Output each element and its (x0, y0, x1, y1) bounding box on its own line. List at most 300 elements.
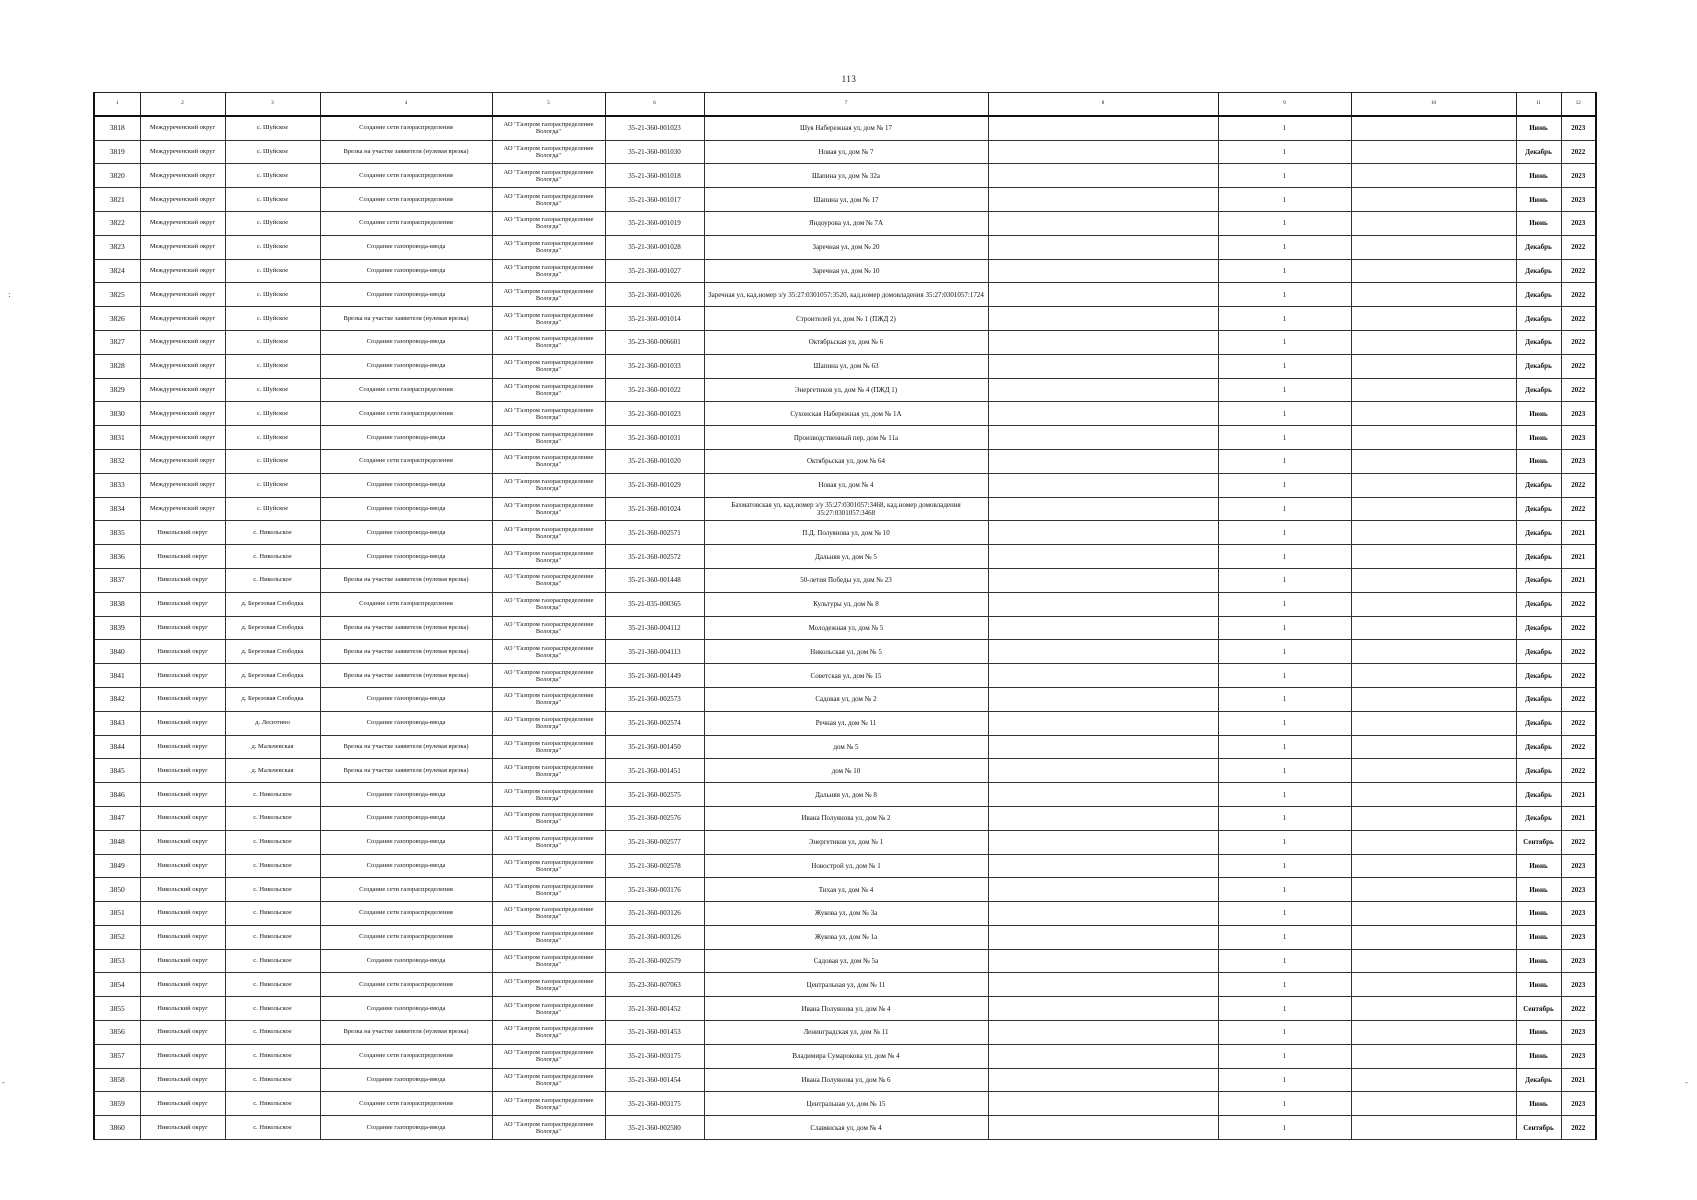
month-cell: Июнь (1516, 1021, 1561, 1045)
organization-cell: АО "Газпром газораспределение Вологда" (492, 1021, 605, 1045)
work-type-cell: Создание сети газораспределения (320, 378, 492, 402)
work-type-cell: Создание газопровода-ввода (320, 711, 492, 735)
month-cell: Июнь (1516, 164, 1561, 188)
year-cell: 2021 (1561, 1068, 1596, 1092)
month-cell: Декабрь (1516, 235, 1561, 259)
blank-cell-2 (1351, 949, 1516, 973)
blank-cell (988, 473, 1218, 497)
district-cell: Междуреченский округ (140, 211, 225, 235)
blank-cell-2 (1351, 116, 1516, 140)
district-cell: Междуреченский округ (140, 307, 225, 331)
object-code-cell: 35-21-360-002571 (605, 521, 704, 545)
row-number: 3824 (94, 259, 140, 283)
object-code-cell: 35-21-360-003175 (605, 1044, 704, 1068)
year-cell: 2023 (1561, 878, 1596, 902)
district-cell: Никольский округ (140, 664, 225, 688)
table-row (94, 640, 1596, 664)
table-row (94, 164, 1596, 188)
quantity-cell: 1 (1218, 259, 1351, 283)
row-number: 3821 (94, 188, 140, 212)
blank-cell (988, 616, 1218, 640)
quantity-cell: 1 (1218, 545, 1351, 569)
table-row (94, 830, 1596, 854)
blank-cell-2 (1351, 378, 1516, 402)
blank-cell (988, 854, 1218, 878)
address-cell: Ленинградская ул, дом № 11 (704, 1021, 988, 1045)
quantity-cell: 1 (1218, 592, 1351, 616)
organization-cell: АО "Газпром газораспределение Вологда" (492, 426, 605, 450)
row-number: 3860 (94, 1116, 140, 1140)
row-number: 3845 (94, 759, 140, 783)
blank-cell (988, 449, 1218, 473)
row-number: 3852 (94, 925, 140, 949)
blank-cell (988, 1021, 1218, 1045)
quantity-cell: 1 (1218, 116, 1351, 140)
quantity-cell: 1 (1218, 1116, 1351, 1140)
blank-cell-2 (1351, 211, 1516, 235)
work-type-cell: Создание сети газораспределения (320, 878, 492, 902)
quantity-cell: 1 (1218, 1092, 1351, 1116)
object-code-cell: 35-21-360-002576 (605, 806, 704, 830)
month-cell: Июнь (1516, 854, 1561, 878)
blank-cell (988, 997, 1218, 1021)
quantity-cell: 1 (1218, 140, 1351, 164)
work-type-cell: Создание сети газораспределения (320, 902, 492, 926)
work-type-cell: Врезка на участке заявителя (нулевая врезка) (320, 759, 492, 783)
address-cell: Культуры ул, дом № 8 (704, 592, 988, 616)
quantity-cell: 1 (1218, 568, 1351, 592)
quantity-cell: 1 (1218, 830, 1351, 854)
organization-cell: АО "Газпром газораспределение Вологда" (492, 402, 605, 426)
column-number-4: 4 (320, 93, 492, 117)
organization-cell: АО "Газпром газораспределение Вологда" (492, 1068, 605, 1092)
object-code-cell: 35-23-360-007063 (605, 973, 704, 997)
blank-cell-2 (1351, 616, 1516, 640)
blank-cell (988, 259, 1218, 283)
table-row (94, 188, 1596, 212)
address-cell: Речная ул, дом № 11 (704, 711, 988, 735)
month-cell: Декабрь (1516, 283, 1561, 307)
object-code-cell: 35-21-360-002572 (605, 545, 704, 569)
year-cell: 2022 (1561, 473, 1596, 497)
month-cell: Декабрь (1516, 616, 1561, 640)
blank-cell-2 (1351, 664, 1516, 688)
blank-cell (988, 783, 1218, 807)
year-cell: 2022 (1561, 354, 1596, 378)
row-number: 3839 (94, 616, 140, 640)
object-code-cell: 35-21-360-001026 (605, 283, 704, 307)
blank-cell (988, 545, 1218, 569)
year-cell: 2022 (1561, 997, 1596, 1021)
address-cell: Шапина ул, дом № 63 (704, 354, 988, 378)
row-number: 3851 (94, 902, 140, 926)
table-row (94, 426, 1596, 450)
work-type-cell: Создание газопровода-ввода (320, 949, 492, 973)
address-cell: Энергетиков ул, дом № 4 (ПЖД 1) (704, 378, 988, 402)
blank-cell (988, 830, 1218, 854)
column-number-6: 6 (605, 93, 704, 117)
object-code-cell: 35-21-360-001454 (605, 1068, 704, 1092)
settlement-cell: с. Никольское (225, 902, 320, 926)
district-cell: Никольский округ (140, 568, 225, 592)
blank-cell (988, 1116, 1218, 1140)
table-row (94, 402, 1596, 426)
settlement-cell: с. Шуйское (225, 164, 320, 188)
object-code-cell: 35-21-360-001451 (605, 759, 704, 783)
blank-cell-2 (1351, 1044, 1516, 1068)
object-code-cell: 35-21-360-001029 (605, 473, 704, 497)
object-code-cell: 35-21-360-003175 (605, 1092, 704, 1116)
organization-cell: АО "Газпром газораспределение Вологда" (492, 687, 605, 711)
year-cell: 2022 (1561, 259, 1596, 283)
year-cell: 2022 (1561, 1116, 1596, 1140)
blank-cell-2 (1351, 783, 1516, 807)
blank-cell (988, 116, 1218, 140)
quantity-cell: 1 (1218, 354, 1351, 378)
table-row (94, 973, 1596, 997)
month-cell: Июнь (1516, 949, 1561, 973)
organization-cell: АО "Газпром газораспределение Вологда" (492, 521, 605, 545)
quantity-cell: 1 (1218, 521, 1351, 545)
address-cell: 50-летия Победы ул, дом № 23 (704, 568, 988, 592)
row-number: 3857 (94, 1044, 140, 1068)
address-cell: Заречная ул, дом № 20 (704, 235, 988, 259)
object-code-cell: 35-21-360-001023 (605, 402, 704, 426)
blank-cell-2 (1351, 235, 1516, 259)
blank-cell (988, 592, 1218, 616)
table-row (94, 854, 1596, 878)
organization-cell: АО "Газпром газораспределение Вологда" (492, 973, 605, 997)
organization-cell: АО "Газпром газораспределение Вологда" (492, 497, 605, 521)
year-cell: 2021 (1561, 806, 1596, 830)
year-cell: 2023 (1561, 402, 1596, 426)
work-type-cell: Создание газопровода-ввода (320, 545, 492, 569)
organization-cell: АО "Газпром газораспределение Вологда" (492, 283, 605, 307)
row-number: 3834 (94, 497, 140, 521)
object-code-cell: 35-21-360-001024 (605, 497, 704, 521)
organization-cell: АО "Газпром газораспределение Вологда" (492, 806, 605, 830)
work-type-cell: Создание сети газораспределения (320, 211, 492, 235)
year-cell: 2023 (1561, 949, 1596, 973)
quantity-cell: 1 (1218, 640, 1351, 664)
row-number: 3856 (94, 1021, 140, 1045)
table-row (94, 473, 1596, 497)
blank-cell-2 (1351, 735, 1516, 759)
district-cell: Междуреченский округ (140, 449, 225, 473)
work-type-cell: Создание газопровода-ввода (320, 497, 492, 521)
work-type-cell: Создание газопровода-ввода (320, 283, 492, 307)
month-cell: Декабрь (1516, 664, 1561, 688)
organization-cell: АО "Газпром газораспределение Вологда" (492, 354, 605, 378)
object-code-cell: 35-21-360-001028 (605, 235, 704, 259)
year-cell: 2023 (1561, 449, 1596, 473)
year-cell: 2023 (1561, 116, 1596, 140)
year-cell: 2023 (1561, 854, 1596, 878)
settlement-cell: д. Лесютино (225, 711, 320, 735)
district-cell: Никольский округ (140, 949, 225, 973)
column-number-11: 11 (1516, 93, 1561, 117)
blank-cell-2 (1351, 878, 1516, 902)
year-cell: 2023 (1561, 973, 1596, 997)
column-number-8: 8 (988, 93, 1218, 117)
address-cell: Владимира Сумарокова ул, дом № 4 (704, 1044, 988, 1068)
month-cell: Декабрь (1516, 568, 1561, 592)
district-cell: Междуреченский округ (140, 235, 225, 259)
organization-cell: АО "Газпром газораспределение Вологда" (492, 616, 605, 640)
object-code-cell: 35-21-360-001020 (605, 449, 704, 473)
settlement-cell: с. Никольское (225, 925, 320, 949)
row-number: 3847 (94, 806, 140, 830)
row-number: 3822 (94, 211, 140, 235)
settlement-cell: с. Никольское (225, 1021, 320, 1045)
year-cell: 2021 (1561, 545, 1596, 569)
table-row (94, 378, 1596, 402)
address-cell: Ивана Полуянова ул, дом № 6 (704, 1068, 988, 1092)
work-type-cell: Создание газопровода-ввода (320, 426, 492, 450)
row-number: 3820 (94, 164, 140, 188)
column-number-7: 7 (704, 93, 988, 117)
table-row (94, 545, 1596, 569)
district-cell: Никольский округ (140, 1116, 225, 1140)
work-type-cell: Создание сети газораспределения (320, 973, 492, 997)
year-cell: 2022 (1561, 592, 1596, 616)
address-cell: Яндоурова ул, дом № 7А (704, 211, 988, 235)
blank-cell-2 (1351, 925, 1516, 949)
table-row (94, 997, 1596, 1021)
blank-cell (988, 164, 1218, 188)
month-cell: Декабрь (1516, 473, 1561, 497)
district-cell: Никольский округ (140, 1044, 225, 1068)
month-cell: Декабрь (1516, 259, 1561, 283)
table-row (94, 759, 1596, 783)
blank-cell (988, 521, 1218, 545)
work-type-cell: Создание сети газораспределения (320, 116, 492, 140)
month-cell: Декабрь (1516, 806, 1561, 830)
year-cell: 2023 (1561, 1092, 1596, 1116)
year-cell: 2022 (1561, 759, 1596, 783)
blank-cell-2 (1351, 354, 1516, 378)
quantity-cell: 1 (1218, 925, 1351, 949)
address-cell: дом № 5 (704, 735, 988, 759)
month-cell: Сентябрь (1516, 830, 1561, 854)
work-type-cell: Создание газопровода-ввода (320, 354, 492, 378)
month-cell: Июнь (1516, 402, 1561, 426)
blank-cell (988, 640, 1218, 664)
district-cell: Междуреченский округ (140, 354, 225, 378)
month-cell: Июнь (1516, 902, 1561, 926)
organization-cell: АО "Газпром газораспределение Вологда" (492, 783, 605, 807)
quantity-cell: 1 (1218, 497, 1351, 521)
year-cell: 2022 (1561, 307, 1596, 331)
address-cell: Молодежная ул, дом № 5 (704, 616, 988, 640)
blank-cell (988, 664, 1218, 688)
quantity-cell: 1 (1218, 711, 1351, 735)
address-cell: Славянская ул, дом № 4 (704, 1116, 988, 1140)
blank-cell-2 (1351, 687, 1516, 711)
table-row (94, 902, 1596, 926)
blank-cell-2 (1351, 640, 1516, 664)
district-cell: Никольский округ (140, 687, 225, 711)
blank-cell (988, 140, 1218, 164)
row-number: 3827 (94, 330, 140, 354)
address-cell: Тихая ул, дом № 4 (704, 878, 988, 902)
organization-cell: АО "Газпром газораспределение Вологда" (492, 1044, 605, 1068)
address-cell: Октябрьская ул, дом № 6 (704, 330, 988, 354)
table-row (94, 783, 1596, 807)
address-cell: Ивана Полуянова ул, дом № 2 (704, 806, 988, 830)
quantity-cell: 1 (1218, 188, 1351, 212)
object-code-cell: 35-21-360-001452 (605, 997, 704, 1021)
settlement-cell: д. Березовая Слободка (225, 640, 320, 664)
year-cell: 2023 (1561, 925, 1596, 949)
organization-cell: АО "Газпром газораспределение Вологда" (492, 188, 605, 212)
table-row (94, 259, 1596, 283)
object-code-cell: 35-21-360-001450 (605, 735, 704, 759)
organization-cell: АО "Газпром газораспределение Вологда" (492, 1116, 605, 1140)
work-type-cell: Врезка на участке заявителя (нулевая врезка) (320, 664, 492, 688)
row-number: 3858 (94, 1068, 140, 1092)
month-cell: Декабрь (1516, 545, 1561, 569)
settlement-cell: с. Шуйское (225, 188, 320, 212)
column-number-9: 9 (1218, 93, 1351, 117)
object-code-cell: 35-21-360-001022 (605, 378, 704, 402)
blank-cell (988, 402, 1218, 426)
row-number: 3819 (94, 140, 140, 164)
object-code-cell: 35-21-360-002577 (605, 830, 704, 854)
settlement-cell: д. Березовая Слободка (225, 592, 320, 616)
row-number: 3841 (94, 664, 140, 688)
settlement-cell: д. Березовая Слободка (225, 616, 320, 640)
address-cell: Заречная ул, дом № 10 (704, 259, 988, 283)
month-cell: Июнь (1516, 426, 1561, 450)
object-code-cell: 35-21-360-001027 (605, 259, 704, 283)
district-cell: Никольский округ (140, 925, 225, 949)
address-cell: Жукова ул, дом № 3а (704, 902, 988, 926)
table-row (94, 235, 1596, 259)
table-row (94, 1044, 1596, 1068)
district-cell: Междуреченский округ (140, 283, 225, 307)
year-cell: 2022 (1561, 283, 1596, 307)
year-cell: 2022 (1561, 640, 1596, 664)
year-cell: 2022 (1561, 497, 1596, 521)
month-cell: Декабрь (1516, 640, 1561, 664)
organization-cell: АО "Газпром газораспределение Вологда" (492, 592, 605, 616)
table-row (94, 687, 1596, 711)
settlement-cell: с. Никольское (225, 1116, 320, 1140)
year-cell: 2023 (1561, 902, 1596, 926)
month-cell: Июнь (1516, 973, 1561, 997)
quantity-cell: 1 (1218, 759, 1351, 783)
blank-cell-2 (1351, 140, 1516, 164)
settlement-cell: с. Никольское (225, 854, 320, 878)
settlement-cell: с. Шуйское (225, 354, 320, 378)
work-type-cell: Создание сети газораспределения (320, 1092, 492, 1116)
blank-cell-2 (1351, 973, 1516, 997)
quantity-cell: 1 (1218, 402, 1351, 426)
quantity-cell: 1 (1218, 735, 1351, 759)
column-number-row (94, 93, 1596, 117)
organization-cell: АО "Газпром газораспределение Вологда" (492, 735, 605, 759)
row-number: 3838 (94, 592, 140, 616)
table-row (94, 283, 1596, 307)
month-cell: Декабрь (1516, 378, 1561, 402)
settlement-cell: д. Березовая Слободка (225, 664, 320, 688)
object-code-cell: 35-21-360-001018 (605, 164, 704, 188)
work-type-cell: Создание сети газораспределения (320, 402, 492, 426)
object-code-cell: 35-21-360-004113 (605, 640, 704, 664)
row-number: 3829 (94, 378, 140, 402)
settlement-cell: с. Шуйское (225, 449, 320, 473)
blank-cell (988, 878, 1218, 902)
quantity-cell: 1 (1218, 616, 1351, 640)
row-number: 3828 (94, 354, 140, 378)
row-number: 3833 (94, 473, 140, 497)
district-cell: Никольский округ (140, 902, 225, 926)
blank-cell-2 (1351, 854, 1516, 878)
district-cell: Никольский округ (140, 783, 225, 807)
object-code-cell: 35-21-360-003126 (605, 925, 704, 949)
year-cell: 2023 (1561, 211, 1596, 235)
settlement-cell: с. Шуйское (225, 330, 320, 354)
organization-cell: АО "Газпром газораспределение Вологда" (492, 902, 605, 926)
table-row (94, 1092, 1596, 1116)
blank-cell (988, 759, 1218, 783)
blank-cell-2 (1351, 568, 1516, 592)
blank-cell (988, 973, 1218, 997)
address-cell: Жукова ул, дом № 1а (704, 925, 988, 949)
table-row (94, 592, 1596, 616)
district-cell: Междуреченский округ (140, 473, 225, 497)
blank-cell-2 (1351, 759, 1516, 783)
row-number: 3823 (94, 235, 140, 259)
object-code-cell: 35-21-360-003126 (605, 902, 704, 926)
blank-cell (988, 925, 1218, 949)
district-cell: Никольский округ (140, 973, 225, 997)
table-row (94, 925, 1596, 949)
blank-cell-2 (1351, 449, 1516, 473)
blank-cell (988, 188, 1218, 212)
column-number-12: 12 (1561, 93, 1596, 117)
blank-cell (988, 330, 1218, 354)
settlement-cell: с. Шуйское (225, 259, 320, 283)
organization-cell: АО "Газпром газораспределение Вологда" (492, 925, 605, 949)
district-cell: Никольский округ (140, 616, 225, 640)
organization-cell: АО "Газпром газораспределение Вологда" (492, 664, 605, 688)
work-type-cell: Врезка на участке заявителя (нулевая врезка) (320, 140, 492, 164)
month-cell: Декабрь (1516, 783, 1561, 807)
address-cell: Никольская ул, дом № 5 (704, 640, 988, 664)
settlement-cell: с. Никольское (225, 973, 320, 997)
district-cell: Никольский округ (140, 545, 225, 569)
settlement-cell: с. Шуйское (225, 473, 320, 497)
settlement-cell: с. Никольское (225, 545, 320, 569)
address-cell: Центральная ул, дом № 11 (704, 973, 988, 997)
month-cell: Декабрь (1516, 521, 1561, 545)
blank-cell-2 (1351, 259, 1516, 283)
address-cell: Дальняя ул, дом № 5 (704, 545, 988, 569)
quantity-cell: 1 (1218, 878, 1351, 902)
quantity-cell: 1 (1218, 1044, 1351, 1068)
quantity-cell: 1 (1218, 687, 1351, 711)
year-cell: 2022 (1561, 735, 1596, 759)
organization-cell: АО "Газпром газораспределение Вологда" (492, 830, 605, 854)
address-cell: Дальняя ул, дом № 8 (704, 783, 988, 807)
district-cell: Междуреченский округ (140, 188, 225, 212)
blank-cell-2 (1351, 1068, 1516, 1092)
blank-cell-2 (1351, 545, 1516, 569)
settlement-cell: с. Никольское (225, 997, 320, 1021)
district-cell: Никольский округ (140, 592, 225, 616)
